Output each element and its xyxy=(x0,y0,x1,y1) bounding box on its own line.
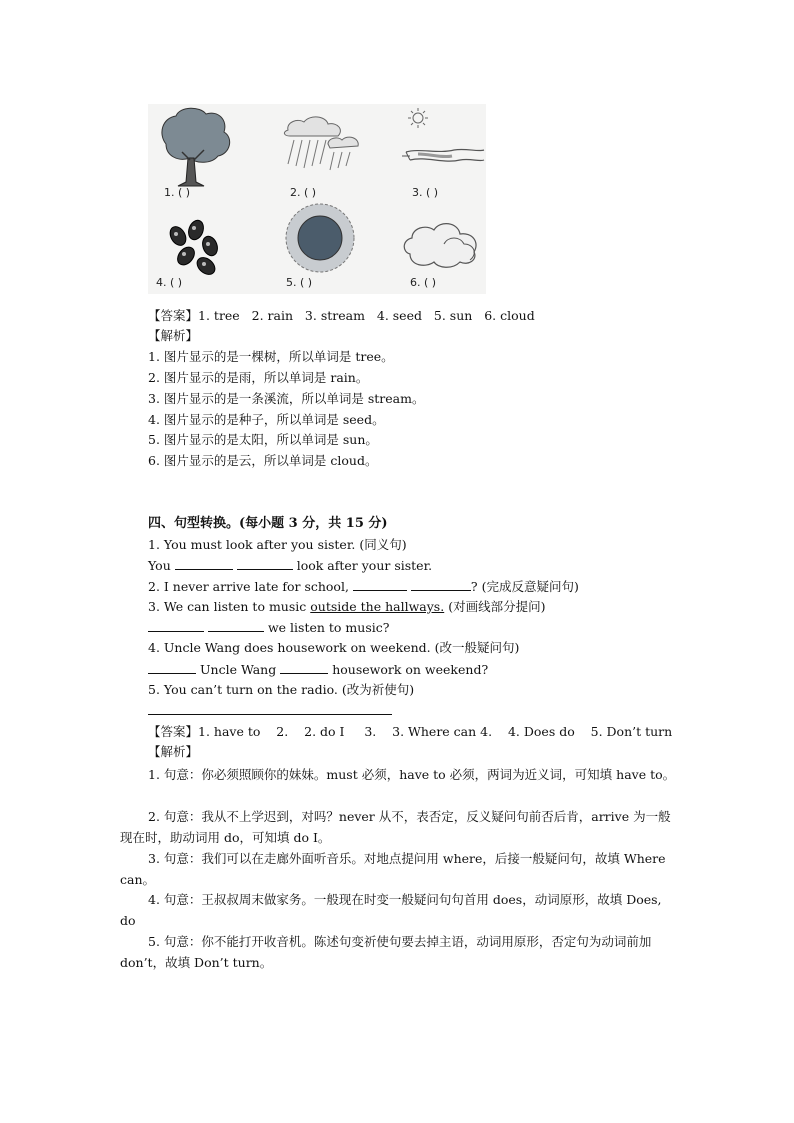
picture-label-6: 6. ( ) xyxy=(410,276,437,289)
answer-text: 1. tree 2. rain 3. stream 4. seed 5. sun 6. cloud xyxy=(198,308,535,323)
question-1-blanks xyxy=(148,557,432,574)
blank[interactable] xyxy=(353,578,407,591)
q3-suffix: (对画线部分提问) xyxy=(448,599,546,614)
analysis-label-2: 【解析】 xyxy=(148,744,199,759)
question-1: 1. You must look after you sister. (同义句) xyxy=(148,537,407,552)
blank[interactable] xyxy=(175,557,233,570)
analysis-item: 6. 图片显示的是云，所以单词是 cloud。 xyxy=(148,453,378,468)
answer-label: 【答案】 xyxy=(148,724,199,739)
blank[interactable] xyxy=(148,702,392,715)
blank[interactable] xyxy=(208,619,264,632)
answer-label: 【答案】 xyxy=(148,308,199,323)
blank[interactable] xyxy=(148,661,196,674)
picture-label-4: 4. ( ) xyxy=(156,276,183,289)
answer-line-1 xyxy=(148,308,535,324)
q2-suffix: ? (完成反意疑问句) xyxy=(470,579,579,594)
rain-picture xyxy=(284,117,358,170)
analysis-paragraph: 1. 句意：你必须照顾你的妹妹。must 必须，have to 必须，两词为近义词，可知填 have to。 xyxy=(148,767,676,782)
picture-label-1: 1. ( ) xyxy=(164,186,191,199)
q4-mid: Uncle Wang xyxy=(199,662,277,677)
q4-suffix: housework on weekend? xyxy=(332,662,489,677)
analysis-item: 5. 图片显示的是太阳，所以单词是 sun。 xyxy=(148,432,378,447)
sun-picture xyxy=(286,204,354,272)
q1-prefix: You xyxy=(148,558,171,573)
blank[interactable] xyxy=(411,578,471,591)
blank[interactable] xyxy=(280,661,328,674)
analysis-item: 1. 图片显示的是一棵树，所以单词是 tree。 xyxy=(148,349,394,364)
section-title: 四、句型转换。(每小题 3 分，共 15 分) xyxy=(148,516,388,531)
q2-prefix: 2. I never arrive late for school, xyxy=(148,579,349,594)
question-5-blank xyxy=(148,702,392,719)
analysis-paragraph: 3. 句意：我们可以在走廊外面听音乐。对地点提问用 where，后接一般疑问句，故填 Where can。 xyxy=(120,851,666,887)
q3-line2: we listen to music? xyxy=(267,620,390,635)
q1-suffix: look after your sister. xyxy=(296,558,433,573)
blank[interactable] xyxy=(237,557,293,570)
tree-picture xyxy=(162,108,230,186)
analysis-paragraph: 5. 句意：你不能打开收音机。陈述句变祈使句要去掉主语，动词用原形，否定句为动词前加 don’t，故填 Don’t turn。 xyxy=(120,934,652,970)
analysis-item: 2. 图片显示的是雨，所以单词是 rain。 xyxy=(148,370,369,385)
question-5: 5. You can’t turn on the radio. (改为祈使句) xyxy=(148,682,415,697)
picture-label-3: 3. ( ) xyxy=(412,186,439,199)
question-3 xyxy=(148,599,545,615)
cloud-picture xyxy=(404,224,476,268)
answer-line-2 xyxy=(148,724,672,740)
question-3-blanks xyxy=(148,619,389,636)
blank[interactable] xyxy=(148,619,204,632)
picture-label-2: 2. ( ) xyxy=(290,186,317,199)
analysis-label-1: 【解析】 xyxy=(148,328,199,343)
q3-underlined: outside the hallways. xyxy=(310,599,445,614)
seeds-picture xyxy=(167,218,220,278)
question-4: 4. Uncle Wang does housework on weekend. (改一般疑问句) xyxy=(148,640,520,655)
answer-text: 1. have to 2. 2. do I 3. 3. Where can 4. 4. Does do 5. Don’t turn xyxy=(198,724,673,739)
question-2 xyxy=(148,578,579,595)
analysis-item: 3. 图片显示的是一条溪流，所以单词是 stream。 xyxy=(148,391,425,406)
analysis-paragraph: 4. 句意：王叔叔周末做家务。一般现在时变一般疑问句句首用 does，动词原形，故填 Does, do xyxy=(120,892,662,928)
question-4-blanks xyxy=(148,661,488,678)
analysis-paragraph: 2. 句意：我从不上学迟到，对吗？never 从不，表否定，反义疑问句前否后肯，arrive 为一般现在时，助动词用 do，可知填 do I。 xyxy=(120,809,671,845)
analysis-item: 4. 图片显示的是种子，所以单词是 seed。 xyxy=(148,412,385,427)
stream-picture xyxy=(402,108,484,161)
picture-panel xyxy=(148,104,486,294)
q3-prefix: 3. We can listen to music xyxy=(148,599,307,614)
picture-label-5: 5. ( ) xyxy=(286,276,313,289)
